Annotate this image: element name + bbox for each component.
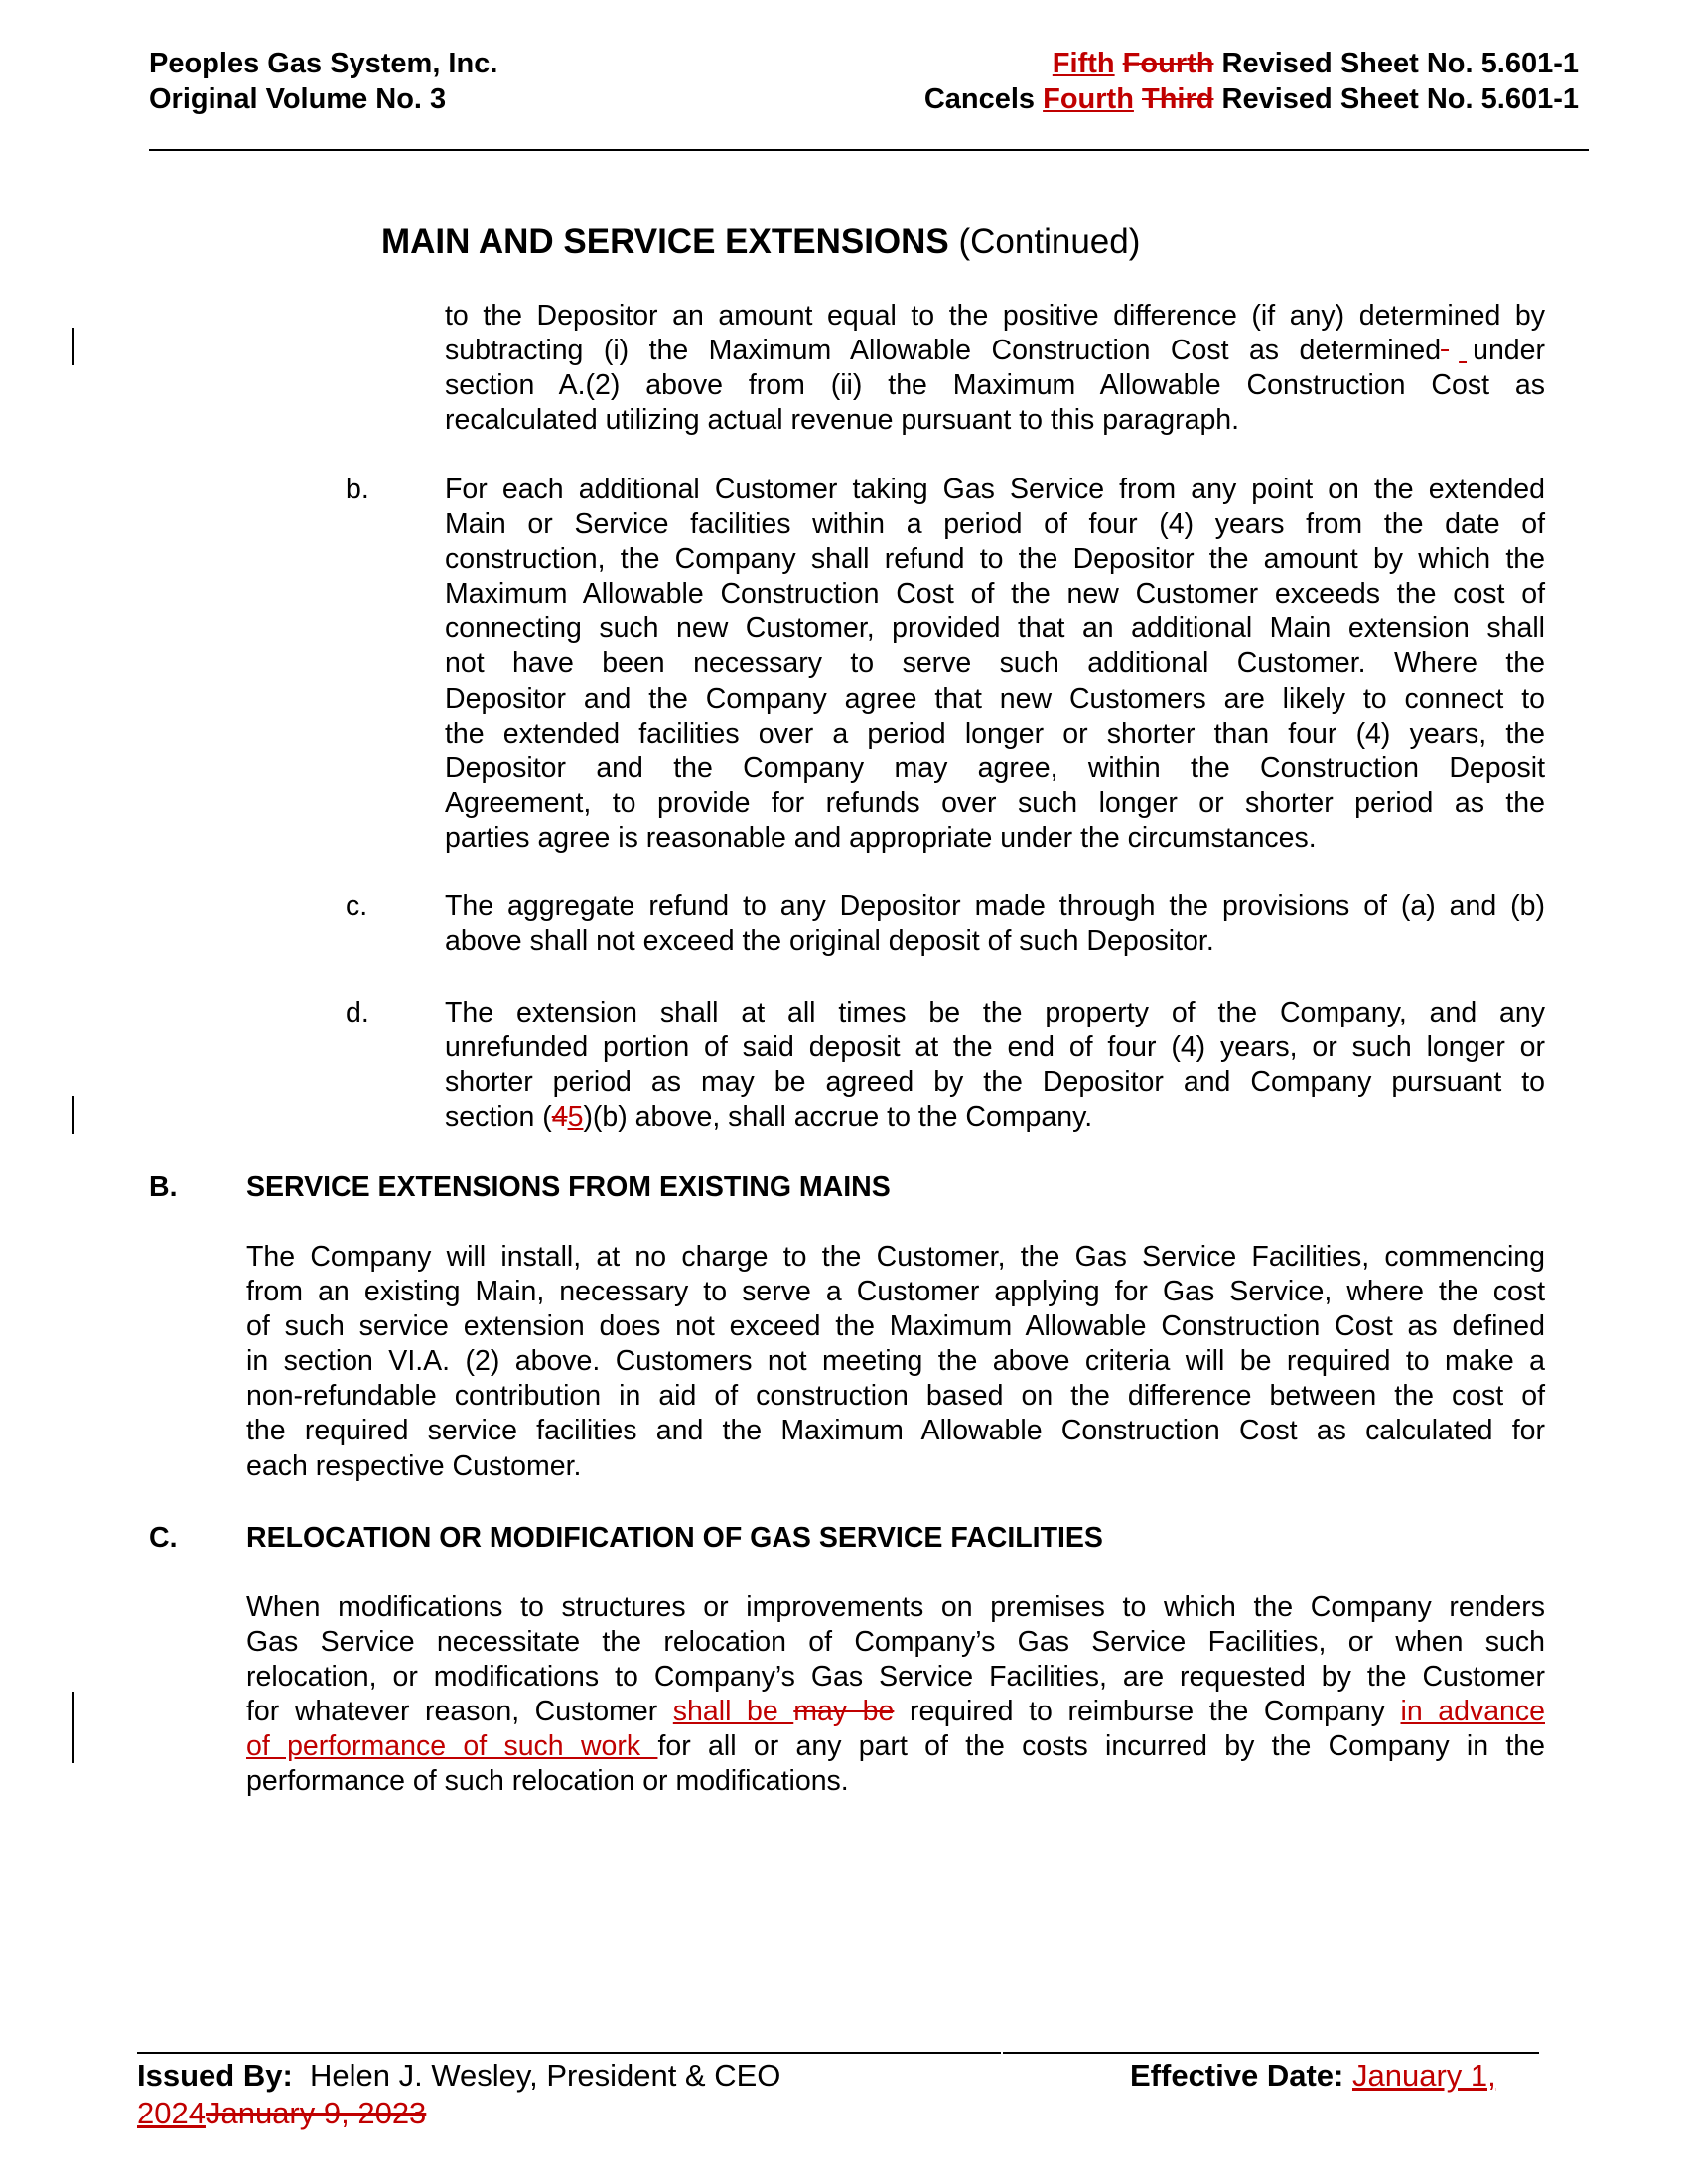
text-line: shorter period as may be agreed by the Depositor and Company pursuant to <box>445 1066 1545 1099</box>
change-bar <box>72 1692 74 1763</box>
inserted-text: shall be <box>672 1696 794 1728</box>
header-right <box>924 46 1579 117</box>
section-label: C. <box>149 1522 178 1554</box>
cancels-rest: Revised Sheet No. 5.601-1 <box>1221 83 1579 115</box>
cancels-sheet <box>924 81 1579 117</box>
section-label: B. <box>149 1171 178 1203</box>
section-heading: SERVICE EXTENSIONS FROM EXISTING MAINS <box>246 1171 891 1203</box>
text-span: for whatever reason, Customer <box>246 1696 673 1728</box>
section-c-paragraph <box>246 1590 1545 1800</box>
text-line: connecting such new Customer, provided that an additional Main extension shall <box>445 613 1545 645</box>
inserted-text: of performance of such work <box>246 1730 658 1763</box>
deleted-text: may be <box>793 1696 895 1728</box>
cancels-deleted: Third <box>1141 83 1214 115</box>
text-line: Depositor and the Company may agree, within the Construction Deposit <box>445 751 1545 784</box>
item-d-paragraph <box>445 996 1545 1135</box>
inserted-text: 5 <box>567 1101 584 1134</box>
header-rule <box>149 149 1589 151</box>
effective-date-inserted: 2024 <box>137 2096 206 2130</box>
text-line: Agreement, to provide for refunds over such longer or shorter period as the <box>445 786 1545 819</box>
text-line: Depositor and the Company agree that new Customers are likely to connect to <box>445 682 1545 715</box>
item-label: d. <box>346 997 369 1028</box>
footer-rule <box>137 2052 1001 2054</box>
text-span: under <box>1473 335 1545 367</box>
text-line: of such service extension does not exceed the Maximum Allowable Construction Cost as defined <box>246 1310 1545 1343</box>
change-bar <box>72 1096 74 1134</box>
text-span: for all or any part of the costs incurred by the Company in the <box>657 1730 1545 1763</box>
text-line: in section VI.A. (2) above. Customers not meeting the above criteria will be required to make a <box>246 1345 1545 1378</box>
text-span: section ( <box>445 1101 552 1134</box>
text-line: The Company will install, at no charge to the Customer, the Gas Service Facilities, commencing <box>246 1241 1545 1273</box>
deleted-text <box>1441 334 1459 368</box>
text-line: Main or Service facilities within a period of four (4) years from the date of <box>445 508 1545 541</box>
item-label: b. <box>346 474 369 505</box>
item-c-paragraph <box>445 889 1545 959</box>
text-line: from an existing Main, necessary to serve a Customer applying for Gas Service, where the cost <box>246 1276 1545 1308</box>
text-line: each respective Customer. <box>246 1449 582 1482</box>
continuation-paragraph <box>445 299 1545 438</box>
sheet-rest: Revised Sheet No. 5.601-1 <box>1221 48 1579 79</box>
text-line: performance of such relocation or modifications. <box>246 1765 849 1798</box>
text-line <box>246 1729 1545 1764</box>
text-line: construction, the Company shall refund to the Depositor the amount by which the <box>445 543 1545 576</box>
title-main: MAIN AND SERVICE EXTENSIONS <box>381 222 949 261</box>
issued-label: Issued By: <box>137 2058 293 2093</box>
text-line <box>246 1695 1545 1729</box>
text-line <box>445 334 1545 368</box>
text-span: )(b) above, shall accrue to the Company. <box>583 1101 1093 1134</box>
section-heading: RELOCATION OR MODIFICATION OF GAS SERVICE FACILITIES <box>246 1522 1103 1554</box>
text-line: For each additional Customer taking Gas Service from any point on the extended <box>445 474 1545 505</box>
text-line: above shall not exceed the original deposit of such Depositor. <box>445 925 1214 958</box>
effective-label: Effective Date: <box>1130 2058 1344 2093</box>
effective-date-continued <box>137 2095 426 2132</box>
inserted-text <box>1459 334 1473 368</box>
section-b-paragraph <box>246 1240 1545 1484</box>
text-line: relocation, or modifications to Company’s Gas Service Facilities, are requested by the Customer <box>246 1661 1545 1694</box>
text-line: When modifications to structures or improvements on premises to which the Company renders <box>246 1591 1545 1623</box>
text-line: to the Depositor an amount equal to the positive difference (if any) determined by <box>445 300 1545 332</box>
text-line: the required service facilities and the Maximum Allowable Construction Cost as calculated for <box>246 1415 1545 1447</box>
effective-date-inserted: January 1, <box>1351 2058 1496 2093</box>
header-left <box>149 46 497 117</box>
volume-number: Original Volume No. 3 <box>149 83 447 115</box>
text-line: section A.(2) above from (ii) the Maximum Allowable Construction Cost as <box>445 369 1545 402</box>
page-title <box>381 220 1140 264</box>
item-b-paragraph <box>445 473 1545 856</box>
text-line: recalculated utilizing actual revenue pursuant to this paragraph. <box>445 404 1240 437</box>
deleted-text: 4 <box>551 1101 568 1134</box>
title-suffix: (Continued) <box>958 222 1141 261</box>
text-line <box>445 1100 1545 1135</box>
text-span: subtracting (i) the Maximum Allowable Construction Cost as determined <box>445 335 1442 367</box>
issued-by <box>137 2057 780 2095</box>
text-span: required to reimburse the Company <box>894 1696 1401 1728</box>
company-name: Peoples Gas System, Inc. <box>149 48 498 79</box>
item-label: c. <box>346 890 368 922</box>
cancels-inserted: Fourth <box>1043 83 1134 115</box>
text-line: the extended facilities over a period longer or shorter than four (4) years, the <box>445 717 1545 750</box>
sheet-number <box>924 46 1579 81</box>
footer-rule <box>1003 2052 1539 2054</box>
text-line: parties agree is reasonable and appropriate under the circumstances. <box>445 821 1317 854</box>
cancels-prefix: Cancels <box>923 83 1036 115</box>
text-line: unrefunded portion of said deposit at the end of four (4) years, or such longer or <box>445 1031 1545 1064</box>
text-line: Maximum Allowable Construction Cost of the new Customer exceeds the cost of <box>445 578 1545 611</box>
text-line: non-refundable contribution in aid of construction based on the difference between the cost of <box>246 1380 1545 1413</box>
text-line: The extension shall at all times be the property of the Company, and any <box>445 997 1545 1028</box>
issued-name: Helen J. Wesley, President & CEO <box>310 2058 781 2093</box>
text-line: not have been necessary to serve such additional Customer. Where the <box>445 647 1545 680</box>
sheet-deleted: Fourth <box>1122 48 1214 79</box>
text-line: Gas Service necessitate the relocation of Company’s Gas Service Facilities, or when such <box>246 1626 1545 1659</box>
inserted-text: in advance <box>1400 1696 1545 1728</box>
text-line: The aggregate refund to any Depositor made through the provisions of (a) and (b) <box>445 890 1545 922</box>
sheet-inserted: Fifth <box>1052 48 1115 79</box>
effective-date <box>1130 2057 1496 2095</box>
effective-date-deleted: January 9, 2023 <box>205 2096 427 2130</box>
change-bar <box>72 328 74 365</box>
